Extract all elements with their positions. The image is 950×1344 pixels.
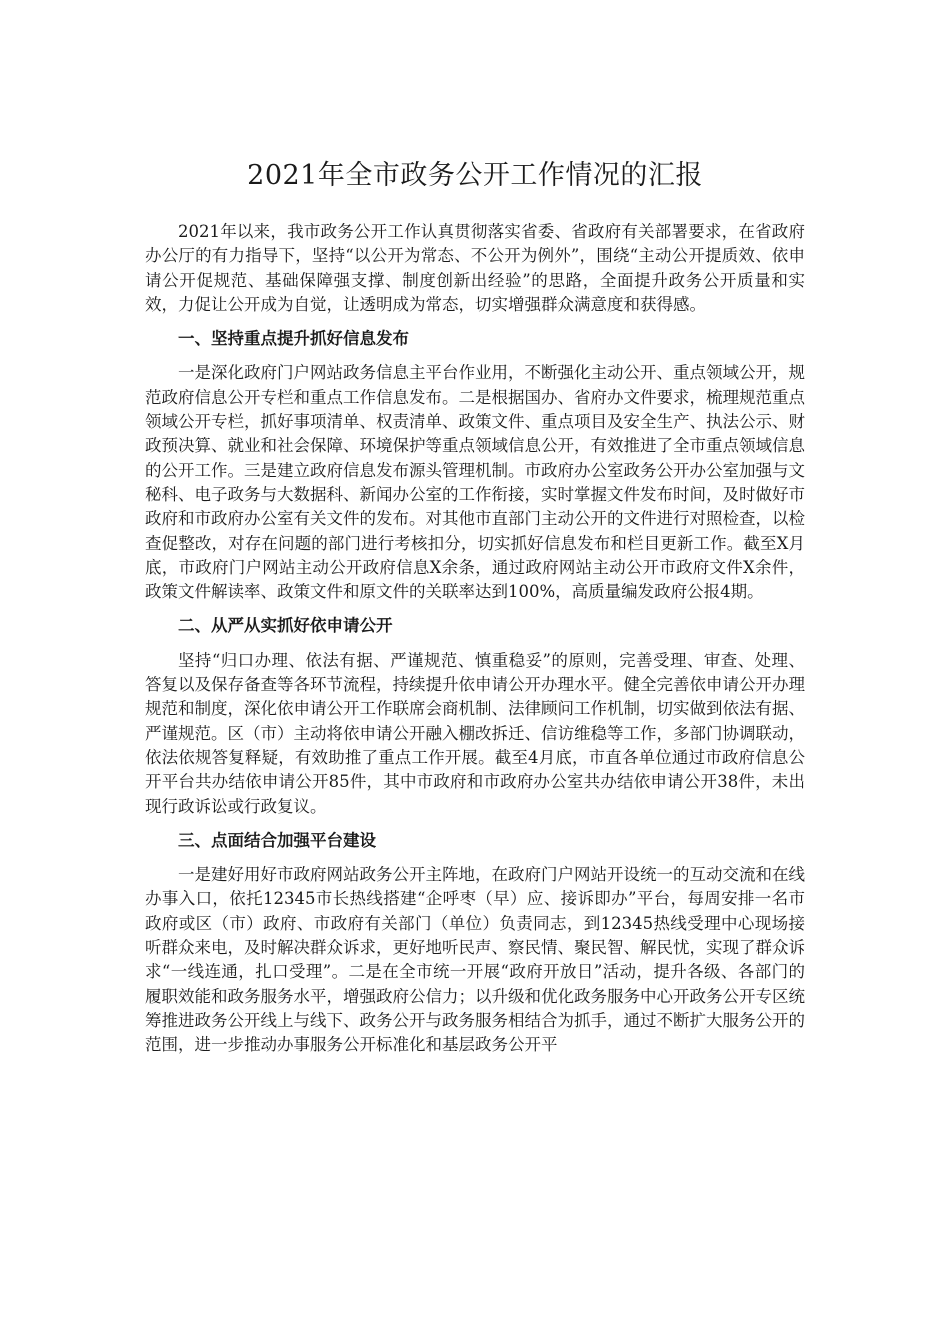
intro-paragraph: 2021年以来，我市政务公开工作认真贯彻落实省委、省政府有关部署要求，在省政府办公厅的有力指导下，坚持“以公开为常态、不公开为例外”，围绕“主动公开提质效、依申请公开促规范、基础保障强支撑、制度创新出经验”的思路，全面提升政务公开质量和实效，力促让公开成为自觉，让透明成为常态，切实增强群众满意度和获得感。 bbox=[145, 222, 805, 314]
section-1 bbox=[145, 327, 805, 604]
section-heading: 一、坚持重点提升抓好信息发布 bbox=[178, 329, 409, 349]
document-page bbox=[145, 150, 805, 1066]
section-body: 一是建好用好市政府网站政务公开主阵地，在政府门户网站开设统一的互动交流和在线办事入口，依托12345市长热线搭建“企呼枣（早）应、接诉即办”平台，每周安排一名市政府或区（市）政府、市政府有关部门（单位）负责同志，到12345热线受理中心现场接听群众来电，及时解决群众诉求，更好地听民声、察民情、聚民智、解民忧，实现了群众诉求“一线连通，扎口受理”。二是在全市统一开展“政府开放日”活动，提升各级、各部门的履职效能和政务服务水平，增强政府公信力；以升级和优化政务服务中心开政务公开专区统筹推进政务公开线上与线下、政务公开与政务服务相结合为抓手，通过不断扩大服务公开的范围，进一步推动办事服务公开标准化和基层政务公开平 bbox=[145, 865, 805, 1055]
section-2 bbox=[145, 614, 805, 818]
section-body: 坚持“归口办理、依法有据、严谨规范、慎重稳妥”的原则，完善受理、审查、处理、答复以及保存备查等各环节流程，持续提升依申请公开办理水平。健全完善依申请公开办理规范和制度，深化依申请公开工作联席会商机制、法律顾问工作机制，切实做到依法有据、严谨规范。区（市）主动将依申请公开融入棚改拆迁、信访维稳等工作，多部门协调联动，依法依规答复释疑，有效助推了重点工作开展。截至4月底，市直各单位通过市政府信息公开平台共办结依申请公开85件，其中市政府和市政府办公室共办结依申请公开38件，未出现行政诉讼或行政复议。 bbox=[145, 650, 805, 816]
section-3 bbox=[145, 829, 805, 1058]
document-title: 2021年全市政务公开工作情况的汇报 bbox=[247, 160, 703, 191]
section-heading: 三、点面结合加强平台建设 bbox=[178, 830, 376, 850]
section-body: 一是深化政府门户网站政务信息主平台作业用，不断强化主动公开、重点领域公开，规范政府信息公开专栏和重点工作信息发布。二是根据国办、省府办文件要求，梳理规范重点领域公开专栏，抓好事项清单、权责清单、政策文件、重点项目及安全生产、执法公示、财政预决算、就业和社会保障、环境保护等重点领域信息公开，有效推进了全市重点领域信息的公开工作。三是建立政府信息发布源头管理机制。市政府办公室政务公开办公室加强与文秘科、电子政务与大数据科、新闻办公室的工作衔接，实时掌握文件发布时间，及时做好市政府和市政府办公室有关文件的发布。对其他市直部门主动公开的文件进行对照检查，以检查促整改，对存在问题的部门进行考核扣分，切实抓好信息发布和栏目更新工作。截至X月底，市政府门户网站主动公开政府信息X余条，通过政府网站主动公开市政府文件X余件，政策文件解读率、政策文件和原文件的关联率达到100%，高质量编发政府公报4期。 bbox=[145, 363, 805, 602]
section-heading: 二、从严从实抓好依申请公开 bbox=[178, 616, 393, 636]
